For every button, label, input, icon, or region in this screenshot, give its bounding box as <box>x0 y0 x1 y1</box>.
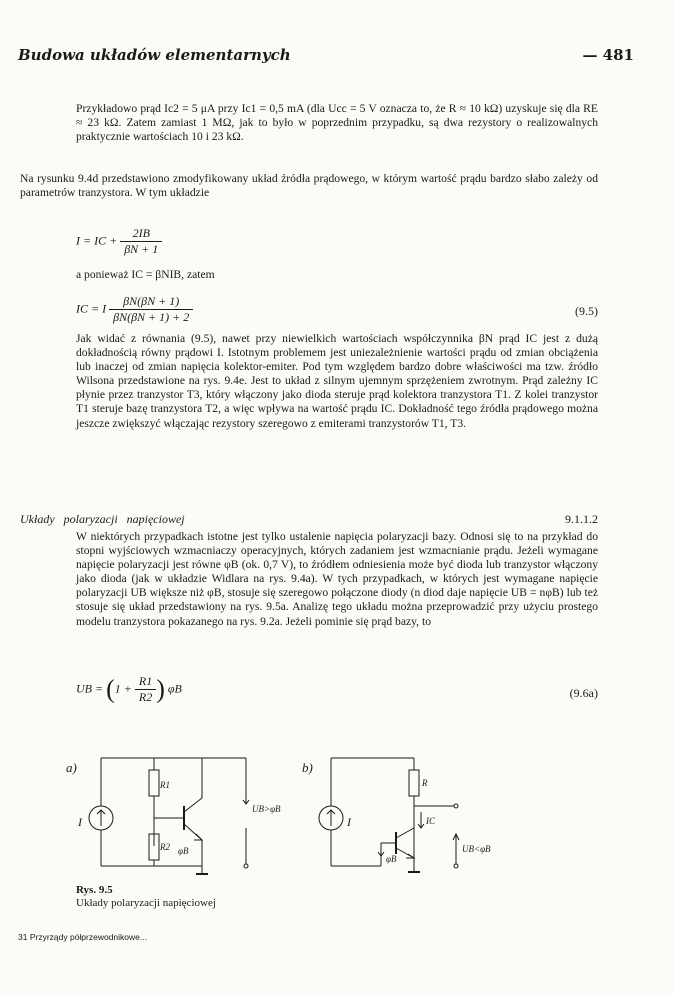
page-footer: 31 Przyrządy półprzewodnikowe... <box>18 932 147 942</box>
equation-2 <box>76 294 193 325</box>
equation-3-fraction <box>135 674 156 705</box>
equation-3-rhs: φB <box>167 681 182 696</box>
circuit-a-r2-label: R2 <box>160 842 170 852</box>
section-title: Układy polaryzacji napięciowej <box>20 512 185 526</box>
equation-1-denominator: βN + 1 <box>124 242 159 256</box>
equation-2-fraction <box>109 294 193 325</box>
figure-caption-title: Rys. 9.5 <box>76 884 113 896</box>
circuit-a-r1-label: R1 <box>160 780 170 790</box>
circuit-b-ic-label: IC <box>426 816 435 826</box>
equation-2-number: (9.5) <box>575 304 598 318</box>
equation-3-numerator: R1 <box>135 674 156 690</box>
paragraph-3: a ponieważ IC = βNIB, zatem <box>76 268 215 281</box>
figure-9-5 <box>56 748 491 878</box>
equation-2-numerator: βN(βN + 1) <box>109 294 193 310</box>
equation-1-lhs: I = IC + <box>76 233 118 248</box>
paragraph-2: Na rysunku 9.4d przedstawiono zmodyfikowany układ źródła prądowego, w którym wartość prądu bardzo słabo zależy od parametrów tranzystora. W tym układzie <box>20 172 598 200</box>
equation-1-fraction <box>120 226 162 257</box>
circuit-a-phi-label: φB <box>178 846 189 856</box>
equation-2-denominator: βN(βN + 1) + 2 <box>113 310 190 324</box>
circuit-a-output-label: UB>φB <box>252 804 281 814</box>
circuit-b-label: b) <box>302 760 313 775</box>
circuit-b-r-label: R <box>422 778 428 788</box>
resistor-r <box>409 770 419 796</box>
page-number: — 481 <box>582 46 634 64</box>
equation-3-number: (9.6a) <box>569 686 598 700</box>
circuit-a <box>66 758 281 874</box>
equation-1 <box>76 226 162 257</box>
paragraph-5: W niektórych przypadkach istotne jest tylko ustalenie napięcia polaryzacji bazy. Odnosi się to na przykład do stopni wyjściowych wzmacniaczy operacyjnych, których zadaniem jest wzmacnianie prądu. Jeżeli wymagane napięcie polaryzacji jest równe φB (ok. 0,7 V), to źródłem odniesienia może być dioda lub tranzystor włączony jako dioda (jak w układzie Widlara na rys. 9.4a). W tych przypadkach, w których jest wymagane napięcie polaryzacji UB większe niż φB, stosuje się szeregowo połączone diody (n diod daje napięcie UB = nφB) lub też stosuje się układ przedstawiony na rys. 9.5a. Analizę tego układu można przeprowadzić przy użyciu prostego modelu tranzystora pokazanego na rys. 9.2a. Jeżeli pominie się prąd bazy, to <box>76 530 598 628</box>
equation-3: UB = (1 + $\frac{R1}{R2}$ ) φB <box>76 674 182 704</box>
resistor-r1 <box>149 770 159 796</box>
equation-1-numerator: 2IB <box>120 226 162 242</box>
figure-caption-text: Układy polaryzacji napięciowej <box>76 897 216 909</box>
paragraph-4: Jak widać z równania (9.5), nawet przy niewielkich wartościach współczynnika βN prąd IC jest z dużą dokładnością równy prądowi I. Istotnym problemem jest uniezależnienie wartości prądu od zmian obciążenia lub inaczej od zmian napięcia kolektor-emiter. Pod tym względem bardzo dobre właściwości ma tzw. źródło Wilsona przedstawione na rys. 9.4e. Jest to układ z silnym ujemnym sprzężeniem zwrotnym. Prąd zależny IC płynie przez tranzystor T3, który włączony jako dioda steruje prąd kolektora tranzystora T1. Z kolei tranzystor T1 steruje bazę tranzystora T2, a więc wpływa na wartość prądu IC. Dokładność tego źródła prądowego można jeszcze zwiększyć włączając rezystory szeregowo z emiterami tranzystorów T1, T3. <box>76 332 598 430</box>
circuit-b-phi-label: φB <box>386 854 397 864</box>
circuit-a-source-label: I <box>78 815 82 829</box>
equation-3-denominator: R2 <box>138 690 153 704</box>
circuit-b <box>302 758 491 872</box>
paragraph-1: Przykładowo prąd Ic2 = 5 μA przy Ic1 = 0,5 mA (dla Ucc = 5 V oznacza to, że R ≈ 10 kΩ) uzyskuje się dla RE ≈ 23 kΩ. Zatem zamiast 1 MΩ, jak to było w poprzednim przypadku, są dwa rezystory o realizowalnych praktycznie wartościach 10 i 23 kΩ. <box>76 102 598 144</box>
equation-2-lhs: IC = I <box>76 301 107 316</box>
running-header-title: Budowa układów elementarnych <box>18 46 291 64</box>
equation-3-lhs: UB = <box>76 681 104 696</box>
circuit-a-label: a) <box>66 760 77 775</box>
circuit-b-output-label: UB<φB <box>462 844 491 854</box>
circuit-b-source-label: I <box>347 815 351 829</box>
section-number: 9.1.1.2 <box>565 512 598 526</box>
